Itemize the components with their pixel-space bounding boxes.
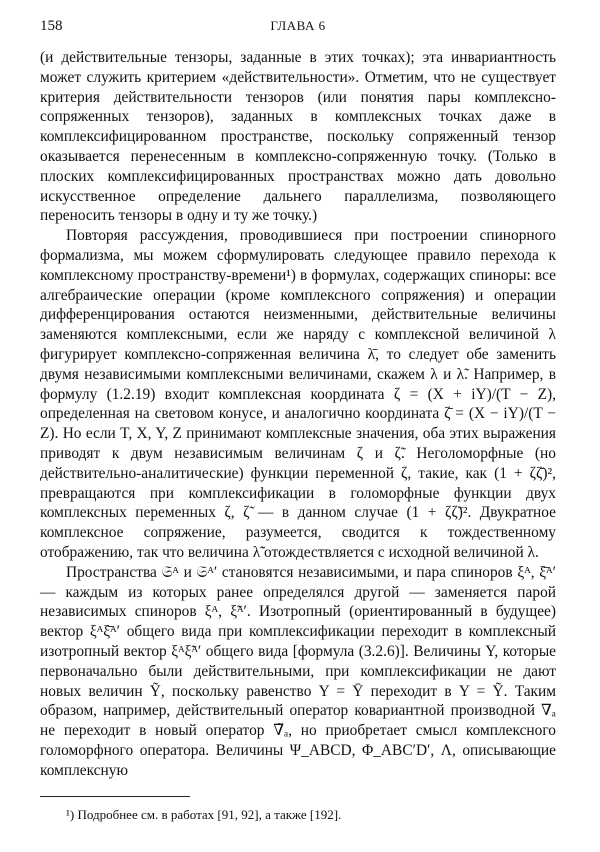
running-head: ГЛАВА 6 <box>270 18 326 33</box>
footnote <box>40 807 556 823</box>
body-text <box>40 48 556 780</box>
footnote-marker: ¹) <box>66 807 75 822</box>
page-number: 158 <box>40 18 63 34</box>
footnote-divider <box>40 796 190 797</box>
footnote-text: Подробнее см. в работах [91, 92], а также [192]. <box>77 807 342 822</box>
paragraph-3: Пространства 𝔖ᴬ и 𝔖ᴬ′ становятся независимыми, и пара спиноров ξᴬ, ξ̄ᴬ′ — каждым из которых ранее определялся другой — заменяется парой независимых спиноров ξᴬ, ξ̃ᴬ′. Изотропный (ориентированный в будущее) вектор ξᴬξ̄ᴬ′ общего вида при комплексификации переходит в комплексный изотропный вектор ξᴬξ̃ᴬ′ общего вида [формула (3.2.6)]. Величины Y, которые первоначально были действительными, при комплексификации не дают новых величин Ỹ, поскольку равенство Y = Ȳ переходит в Y = Ỹ. Таким образом, например, действительный оператор ковариантной производной ∇ₐ не переходит в новый оператор ∇̃ₐ, но приобретает смысл комплексного голоморфного оператора. Величины Ψ_ABCD, Φ_ABC′D′, Λ, описывающие комплексную <box>40 563 556 779</box>
page-header <box>40 18 556 40</box>
paragraph-2: Повторяя рассуждения, проводившиеся при построении спинорного формализма, мы можем сформулировать следующее правило перехода к комплексному пространству-времени¹) в формулах, содержащих спиноры: все алгебраические операции (кроме комплексного сопряжения) и операции дифференцирования остаются неизменными, действительные величины заменяются комплексными, если же наряду с комплексной величиной λ фигурирует комплексно-сопряженная величина λ̄, то следует обе заменить двумя независимыми комплексными величинами, скажем λ и λ̃. Например, в формулу (1.2.19) входит комплексная координата ζ = (X + iY)/(T − Z), определенная на световом конусе, и аналогично координата ζ̄ = (X − iY)/(T − Z). Но если T, X, Y, Z принимают комплексные значения, оба этих выражения приводят к двум независимым величинам ζ и ζ̃. Неголоморфные (но действительно-аналитические) функции переменной ζ, такие, как (1 + ζζ̄)², превращаются при комплексификации в голоморфные функции двух комплексных переменных ζ, ζ̃ — в данном случае (1 + ζζ̃)². Двукратное комплексное сопряжение, разумеется, сводится к тождественному отображению, так что величина λ̃̃ отождествляется с исходной величиной λ. <box>40 227 556 561</box>
paragraph-1: (и действительные тензоры, заданные в этих точках); эта инвариантность может служить критерием «действительности». Отметим, что не существует критерия действительности тензоров (или понятия пары комплексно-сопряженных тензоров), заданных в комплексных точках даже в комплексифицированном пространстве, поскольку сопряженный тензор оказывается перенесенным в комплексно-сопряженную точку. (Только в плоских комплексифицированных пространствах можно дать довольно искусственное определение дальнего параллелизма, позволяющего переносить тензоры в одну и ту же точку.) <box>40 49 556 225</box>
